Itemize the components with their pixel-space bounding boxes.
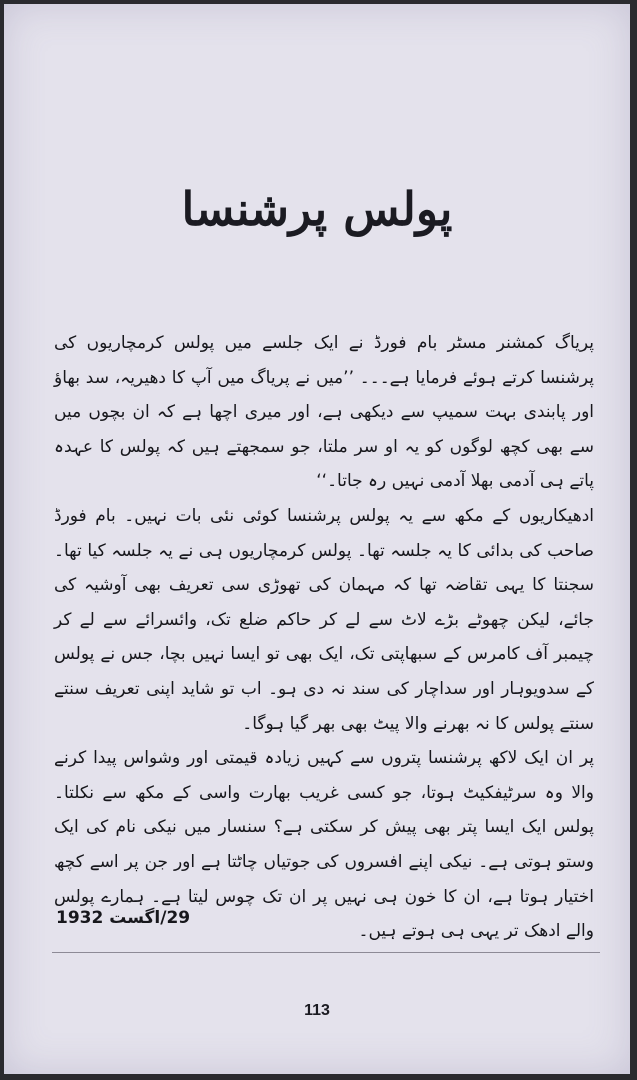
paragraph: ادھیکاریوں کے مکھ سے یہ پولس پرشنسا کوئی نئی بات نہیں۔ بام فورڈ صاحب کی بدائی کا یہ جلسہ تھا۔ پولس کرمچاریوں ہی نے یہ جلسہ کیا تھا۔ سجنتا کا یہی تقاضہ تھا کہ مہمان کی تھوڑی سی تعریف بھی آوشیہ کی جائے، لیکن چھوٹے بڑے لاٹ سے لے کر حاکم ضلع تک، وائسرائے سے لے کر چیمبر آف کامرس کے سبھاپتی تک، ایک بھی تو ایسا نہیں بچا، جس نے پولس کے سدویوہار اور سداچار کی سند نہ دی ہو۔ اب تو شاید اپنی تعریف سنتے سنتے پولس کا نہ بھرنے والا پیٹ بھی بھر گیا ہوگا۔ — [54, 505, 594, 734]
body-text — [54, 326, 594, 949]
book-page — [4, 4, 630, 1074]
page-number: 113 — [304, 1002, 330, 1019]
footer-divider — [52, 952, 600, 953]
paragraph: پر ان ایک لاکھ پرشنسا پتروں سے کہیں زیادہ قیمتی اور وشواس پیدا کرنے والا وہ سرٹیفکیٹ ہوتا، جو کسی غریب بھارت واسی کے مکھ سے نکلتا۔ پولس ایک ایسا پتر بھی پیش کر سکتی ہے؟ سنسار میں نیکی نام کی ایک وستو ہوتی ہے۔ نیکی اپنے افسروں کی جوتیاں چاٹتا ہے اور جن پر اسے کچھ اختیار ہوتا ہے، ان کا خون ہی نہیں پر ان تک چوس لیتا ہے۔ ہمارے پولس والے ادھک تر یہی ہی ہوتے ہیں۔ — [54, 748, 594, 942]
paragraph: پریاگ کمشنر مسٹر بام فورڈ نے ایک جلسے میں پولس کرمچاریوں کی پرشنسا کرتے ہوئے فرمایا ہے۔۔۔ ’’میں نے پریاگ میں آپ کا دھیریہ، سد بھاؤ اور پابندی بہت سمیپ سے دیکھی ہے، اور میری اچھا ہے کہ ان بچوں میں سے بھی کچھ لوگوں کو یہ او سر ملتا، جو سمجھتے ہیں کہ پولس کا عہدہ پاتے ہی آدمی بھلا آدمی نہیں رہ جاتا۔‘‘ — [54, 333, 594, 492]
date-line: 29/اگست 1932 — [56, 908, 191, 928]
chapter-title: پولس پرشنسا — [181, 182, 453, 236]
